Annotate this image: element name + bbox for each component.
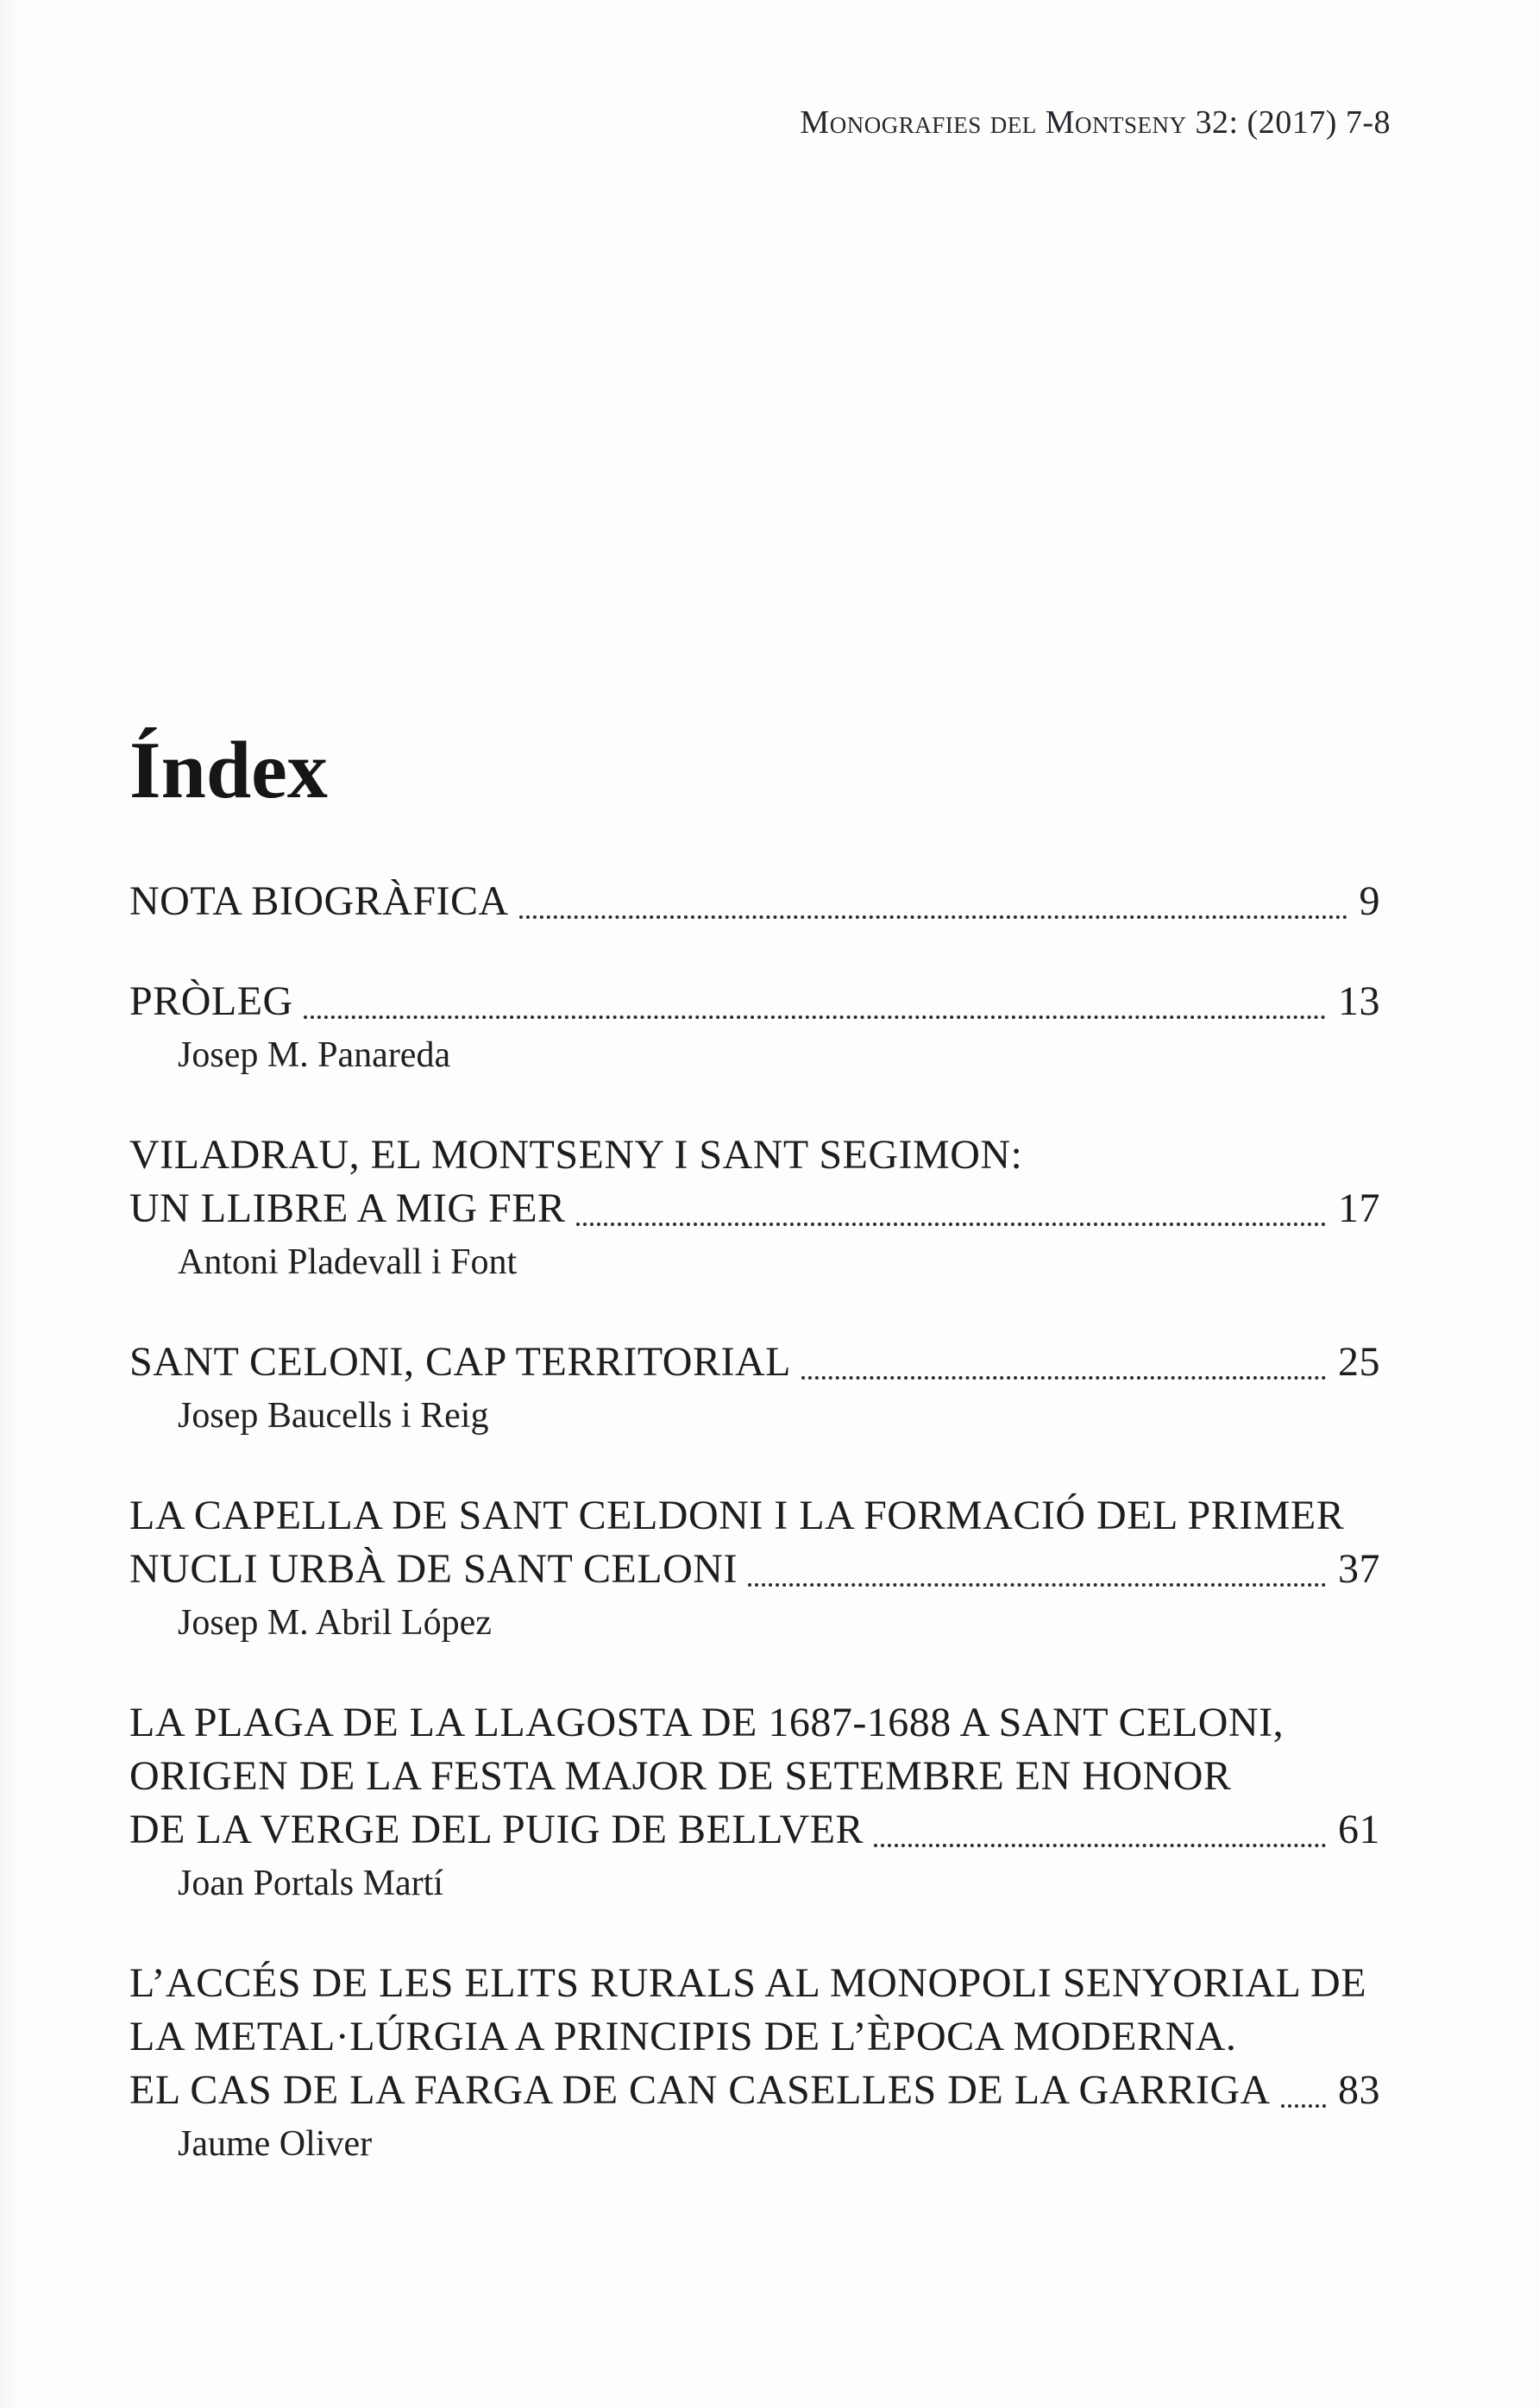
toc-entry-line [129, 975, 1380, 1028]
dot-leader [748, 1583, 1326, 1587]
toc-entry-title: VILADRAU, EL MONTSENY I SANT SEGIMON: [129, 1132, 1023, 1178]
toc-entry-title: NUCLI URBÀ DE SANT CELONI [129, 1546, 738, 1592]
toc-entry [129, 1489, 1380, 1650]
dot-leader [304, 1015, 1326, 1019]
dot-leader [801, 1376, 1326, 1380]
toc-entry-line [129, 1336, 1380, 1389]
toc-entry-lines [129, 875, 1380, 928]
toc-page-number: 13 [1338, 978, 1380, 1024]
toc-entry-title: LA PLAGA DE LA LLAGOSTA DE 1687-1688 A SANT CELONI, [129, 1700, 1285, 1745]
toc-entry-title: NOTA BIOGRÀFICA [129, 878, 509, 924]
toc-entry-author: Josep M. Abril López [178, 1603, 492, 1643]
toc-entry-title: LA METAL·LÚRGIA A PRINCIPIS DE L’ÈPOCA MODERNA. [129, 2014, 1237, 2059]
content-area [129, 726, 1380, 2217]
toc-entry-line [129, 1803, 1380, 1857]
dot-leader [1281, 2104, 1326, 2108]
toc-entry [129, 875, 1380, 928]
toc-entry-author: Jaume Oliver [178, 2124, 373, 2164]
toc-entry-lines [129, 1129, 1380, 1235]
toc-entry-title: SANT CELONI, CAP TERRITORIAL [129, 1339, 791, 1385]
toc-entry-line [129, 875, 1380, 928]
toc-entry-title: LA CAPELLA DE SANT CELDONI I LA FORMACIÓ DEL PRIMER [129, 1493, 1345, 1538]
dot-leader [576, 1223, 1326, 1226]
toc-entry-title: DE LA VERGE DEL PUIG DE BELLVER [129, 1807, 864, 1852]
toc-entry-author: Josep M. Panareda [178, 1035, 451, 1075]
dot-leader [874, 1844, 1326, 1847]
toc-entry-line [129, 1696, 1380, 1750]
toc-entry-line [129, 1543, 1380, 1596]
toc-entry [129, 1336, 1380, 1443]
toc-page-number: 17 [1338, 1185, 1380, 1231]
toc-entry-title: L’ACCÉS DE LES ELITS RURALS AL MONOPOLI SENYORIAL DE [129, 1960, 1367, 2006]
toc-page-number: 25 [1338, 1339, 1380, 1385]
toc-entry-lines [129, 1957, 1380, 2117]
toc-page-number: 61 [1338, 1807, 1380, 1852]
toc-page-number: 83 [1338, 2067, 1380, 2113]
toc-entry-author: Josep Baucells i Reig [178, 1396, 489, 1436]
table-of-contents [129, 875, 1380, 2171]
toc-entry-title: ORIGEN DE LA FESTA MAJOR DE SETEMBRE EN HONOR [129, 1753, 1232, 1799]
dot-leader [519, 915, 1347, 919]
running-header: Monografies del Montseny 32: (2017) 7-8 [800, 104, 1391, 141]
toc-entry-line [129, 1182, 1380, 1235]
toc-entry-title: UN LLIBRE A MIG FER [129, 1185, 566, 1231]
toc-entry-line [129, 1489, 1380, 1543]
toc-entry [129, 975, 1380, 1082]
toc-entry-line [129, 1750, 1380, 1803]
toc-page-number: 9 [1359, 878, 1380, 924]
toc-entry [129, 1957, 1380, 2171]
toc-entry-title: PRÒLEG [129, 978, 293, 1024]
toc-entry-line [129, 2064, 1380, 2117]
toc-entry-title: EL CAS DE LA FARGA DE CAN CASELLES DE LA GARRIGA [129, 2067, 1271, 2113]
page-title: Índex [129, 726, 328, 815]
toc-entry-lines [129, 1489, 1380, 1596]
toc-entry-lines [129, 975, 1380, 1028]
toc-entry-lines [129, 1336, 1380, 1389]
toc-page-number: 37 [1338, 1546, 1380, 1592]
toc-entry-line [129, 1129, 1380, 1182]
toc-entry-author: Joan Portals Martí [178, 1864, 443, 1903]
toc-entry-lines [129, 1696, 1380, 1857]
toc-entry-line [129, 1957, 1380, 2010]
toc-entry-author: Antoni Pladevall i Font [178, 1242, 518, 1282]
toc-entry [129, 1129, 1380, 1289]
toc-entry-line [129, 2010, 1380, 2064]
toc-entry [129, 1696, 1380, 1910]
